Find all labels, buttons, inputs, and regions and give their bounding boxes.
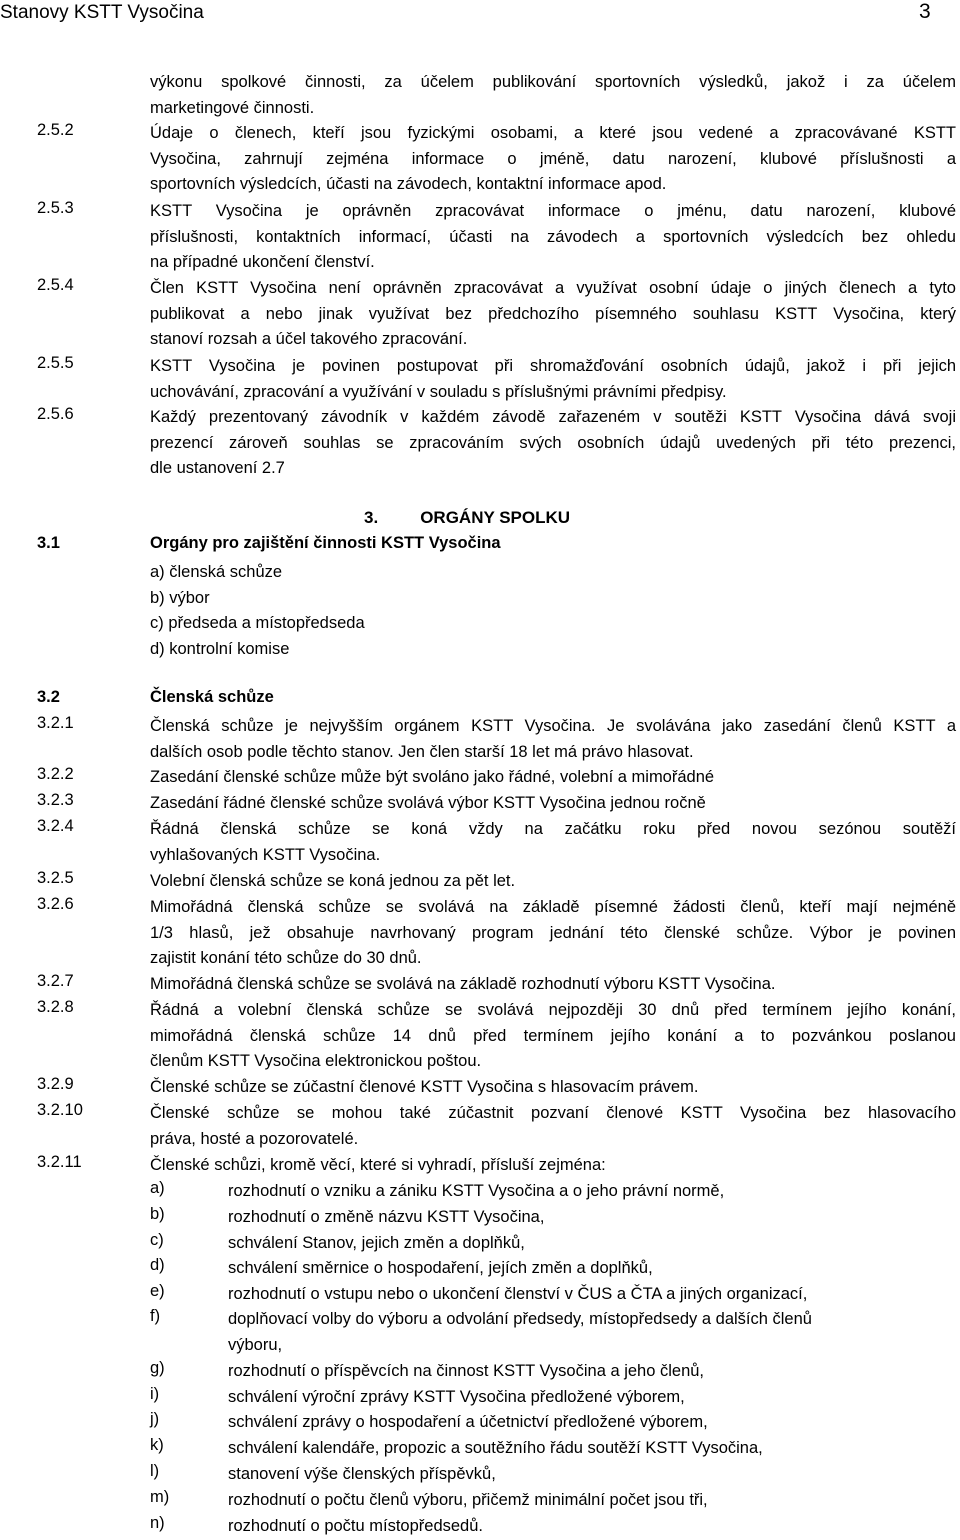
paragraph-text — [150, 1075, 956, 1101]
paragraph-number: 3.2.9 — [37, 1075, 74, 1093]
list-item-text — [228, 1436, 956, 1462]
subsection-number: 3.2 — [37, 688, 60, 706]
list-item-text — [228, 1488, 956, 1514]
paragraph-number: 3.2.1 — [37, 714, 74, 732]
list-item-text — [228, 1410, 956, 1436]
paragraph-number: 2.5.4 — [37, 276, 74, 294]
paragraph-text — [150, 354, 956, 405]
paragraph-number: 3.2.3 — [37, 791, 74, 809]
page-number: 3 — [919, 0, 931, 23]
list-item-text — [228, 1256, 956, 1282]
text-line: Členské schůzi, kromě věcí, které si vyhradí, přísluší zejména: — [150, 1156, 606, 1174]
text-line: prezencí zároveň souhlas se zpracováním svých osobních údajů uvedených při této prezenci, — [150, 433, 956, 452]
list-item-text — [228, 1307, 956, 1358]
paragraph-number: 3.2.2 — [37, 765, 74, 783]
list-item-letter: m) — [150, 1488, 170, 1506]
paragraph-number: 2.5.6 — [37, 405, 74, 423]
continuation-text: výkonu spolkové činnosti, za účelem publikování sportovních výsledků, jakož i za účelem marketingové činnosti. — [150, 73, 956, 117]
list-item-text — [228, 1514, 956, 1540]
text-line: Zasedání členské schůze může být svoláno jako řádné, volební a mimořádné — [150, 768, 715, 786]
list-item-letter: k) — [150, 1436, 164, 1454]
text-line: publikovat a nebo jinak využívat bez předchozího písemného souhlasu KSTT Vysočina, který — [150, 304, 956, 323]
paragraph-text — [150, 817, 956, 868]
text-line: Mimořádná členská schůze se svolává na základě písemné žádosti členů, kteří mají nejméně — [150, 898, 956, 916]
text-line: Vysočina, zahrnují zejména informace o jméně, datu narození, klubové příslušnosti a — [150, 149, 956, 168]
text-line: dalších osob podle těchto stanov. Jen člen starší 18 let má právo hlasovat. — [150, 742, 694, 761]
section-3-heading — [364, 508, 570, 528]
section-title: ORGÁNY SPOLKU — [420, 508, 571, 527]
organs-list — [150, 560, 365, 663]
text-line: 1/3 hlasů, jež obsahuje navrhovaný program jednání této členské schůze. Výbor je povinen — [150, 923, 956, 942]
text-line: příslušnosti, kontaktních informací, účasti na závodech a sportovních výsledcích bez ohledu — [150, 227, 956, 246]
paragraph-text — [150, 998, 956, 1075]
text-line: rozhodnutí o příspěvcích na činnost KSTT Vysočina a jeho členů, — [228, 1362, 705, 1380]
text-line: práva, hosté a pozorovatelé. — [150, 1129, 359, 1148]
paragraph-text — [150, 972, 956, 998]
text-line: stanovení výše členských příspěvků, — [228, 1465, 496, 1483]
list-item-letter: l) — [150, 1462, 160, 1480]
text-line: schválení zprávy o hospodaření a účetnictví předložené výborem, — [228, 1413, 708, 1431]
text-line: výboru, — [228, 1335, 283, 1354]
text-line: schválení kalendáře, propozic a soutěžního řádu soutěží KSTT Vysočina, — [228, 1439, 763, 1457]
list-item-letter: j) — [150, 1410, 160, 1428]
paragraph-number: 2.5.5 — [37, 354, 74, 372]
text-line: rozhodnutí o vzniku a zániku KSTT Vysočina a o jeho právní normě, — [228, 1182, 725, 1200]
text-line: schválení Stanov, jejich změn a doplňků, — [228, 1234, 525, 1252]
list-item-text — [228, 1179, 956, 1205]
list-item-letter: e) — [150, 1282, 165, 1300]
paragraph-text — [150, 1101, 956, 1152]
text-line: Člen KSTT Vysočina není oprávněn zpracovávat a využívat osobní údaje o jiných členech a tyto — [150, 279, 956, 297]
text-line: schválení výroční zprávy KSTT Vysočina předložené výborem, — [228, 1388, 685, 1406]
list-item: a) členská schůze — [150, 563, 283, 581]
text-line: KSTT Vysočina je oprávněn zpracovávat informace o jménu, datu narození, klubové — [150, 202, 956, 220]
text-line: Členské schůze se zúčastní členové KSTT Vysočina s hlasovacím právem. — [150, 1078, 699, 1096]
paragraph-text — [150, 276, 956, 353]
list-item-text — [228, 1231, 956, 1257]
list-item-text — [228, 1205, 956, 1231]
paragraph-text — [150, 199, 956, 276]
list-item-text — [228, 1359, 956, 1385]
text-line: rozhodnutí o počtu místopředsedů. — [228, 1517, 483, 1535]
paragraph-text — [150, 869, 956, 895]
document-title: Stanovy KSTT Vysočina — [0, 2, 204, 23]
list-item-letter: b) — [150, 1205, 165, 1223]
list-item-text — [228, 1385, 956, 1411]
text-line: na případné ukončení členství. — [150, 253, 375, 272]
text-line: Volební členská schůze se koná jednou za pět let. — [150, 872, 516, 890]
list-item-letter: d) — [150, 1256, 165, 1274]
text-line: Členská schůze je nejvyšším orgánem KSTT Vysočina. Je svolávána jako zasedání členů KSTT a — [150, 717, 956, 735]
list-item: c) předseda a místopředseda — [150, 614, 365, 633]
subsection-title: Orgány pro zajištění činnosti KSTT Vysočina — [150, 534, 501, 552]
paragraph-number: 3.2.4 — [37, 817, 74, 835]
paragraph-text — [150, 121, 956, 198]
list-item-letter: f) — [150, 1307, 161, 1325]
text-line: mimořádná členská schůze 14 dnů před termínem jejího konání a to pozvánkou poslanou — [150, 1026, 956, 1045]
text-line: rozhodnutí o změně názvu KSTT Vysočina, — [228, 1208, 545, 1226]
text-line: Členské schůze se mohou také zúčastnit pozvaní členové KSTT Vysočina bez hlasovacího — [150, 1104, 956, 1122]
paragraph-text — [150, 1153, 956, 1179]
text-line: schválení směrnice o hospodaření, jejích změn a doplňků, — [228, 1259, 653, 1277]
paragraph-number: 3.2.6 — [37, 895, 74, 913]
text-line: Řádná a volební členská schůze se svolává nejpozději 30 dnů před termínem jejího konání, — [150, 1001, 956, 1019]
text-line: vyhlašovaných KSTT Vysočina. — [150, 845, 381, 864]
list-item-text — [228, 1282, 956, 1308]
paragraph-text — [150, 405, 956, 482]
list-item: d) kontrolní komise — [150, 640, 290, 659]
list-item-text — [228, 1462, 956, 1488]
text-line: členům KSTT Vysočina elektronickou poštou. — [150, 1052, 482, 1071]
list-item-letter: i) — [150, 1385, 160, 1403]
text-line: Mimořádná členská schůze se svolává na základě rozhodnutí výboru KSTT Vysočina. — [150, 975, 776, 993]
page-header — [0, 0, 960, 28]
text-line: KSTT Vysočina je povinen postupovat při shromažďování osobních údajů, jakož i při jejich — [150, 357, 956, 375]
text-line: dle ustanovení 2.7 — [150, 459, 285, 478]
text-line: rozhodnutí o vstupu nebo o ukončení členství v ČUS a ČTA a jiných organizací, — [228, 1285, 808, 1303]
text-line: rozhodnutí o počtu členů výboru, přičemž minimální počet jsou tři, — [228, 1491, 708, 1509]
list-item-letter: n) — [150, 1514, 165, 1532]
list-item-letter: a) — [150, 1179, 165, 1197]
text-line: Zasedání řádné členské schůze svolává výbor KSTT Vysočina jednou ročně — [150, 794, 706, 812]
paragraph-text — [150, 895, 956, 972]
paragraph-number: 3.2.8 — [37, 998, 74, 1016]
text-line: zajistit konání této schůze do 30 dnů. — [150, 949, 422, 968]
text-line: uchovávání, zpracování a využívání v souladu s příslušnými právními předpisy. — [150, 382, 727, 401]
subsection-number: 3.1 — [37, 534, 60, 552]
paragraph-text — [150, 765, 956, 791]
text-line: Každý prezentovaný závodník v každém závodě zařazeném v soutěži KSTT Vysočina dává svoji — [150, 408, 956, 426]
paragraph-number: 3.2.7 — [37, 972, 74, 990]
text-line: sportovních výsledcích, účasti na závodech, kontaktní informace apod. — [150, 175, 667, 194]
text-line: Údaje o členech, kteří jsou fyzickými osobami, a které jsou vedené a zpracovávané KSTT — [150, 124, 956, 142]
paragraph-number: 2.5.2 — [37, 121, 74, 139]
paragraph-number: 3.2.5 — [37, 869, 74, 887]
list-item-letter: c) — [150, 1231, 164, 1249]
paragraph-number: 2.5.3 — [37, 199, 74, 217]
list-item-letter: g) — [150, 1359, 165, 1377]
paragraph-text — [150, 714, 956, 765]
paragraph-number: 3.2.11 — [37, 1153, 82, 1171]
section-number: 3. — [364, 508, 379, 527]
paragraph-number: 3.2.10 — [37, 1101, 83, 1119]
list-item: b) výbor — [150, 588, 210, 607]
subsection-title: Členská schůze — [150, 688, 274, 706]
text-line: doplňovací volby do výboru a odvolání předsedy, místopředsedy a dalších členů — [228, 1310, 812, 1328]
paragraph-text — [150, 791, 956, 817]
text-line: Řádná členská schůze se koná vždy na začátku roku před novou sezónou soutěží — [150, 820, 956, 838]
text-line: stanoví rozsah a účel takového zpracování. — [150, 330, 468, 349]
